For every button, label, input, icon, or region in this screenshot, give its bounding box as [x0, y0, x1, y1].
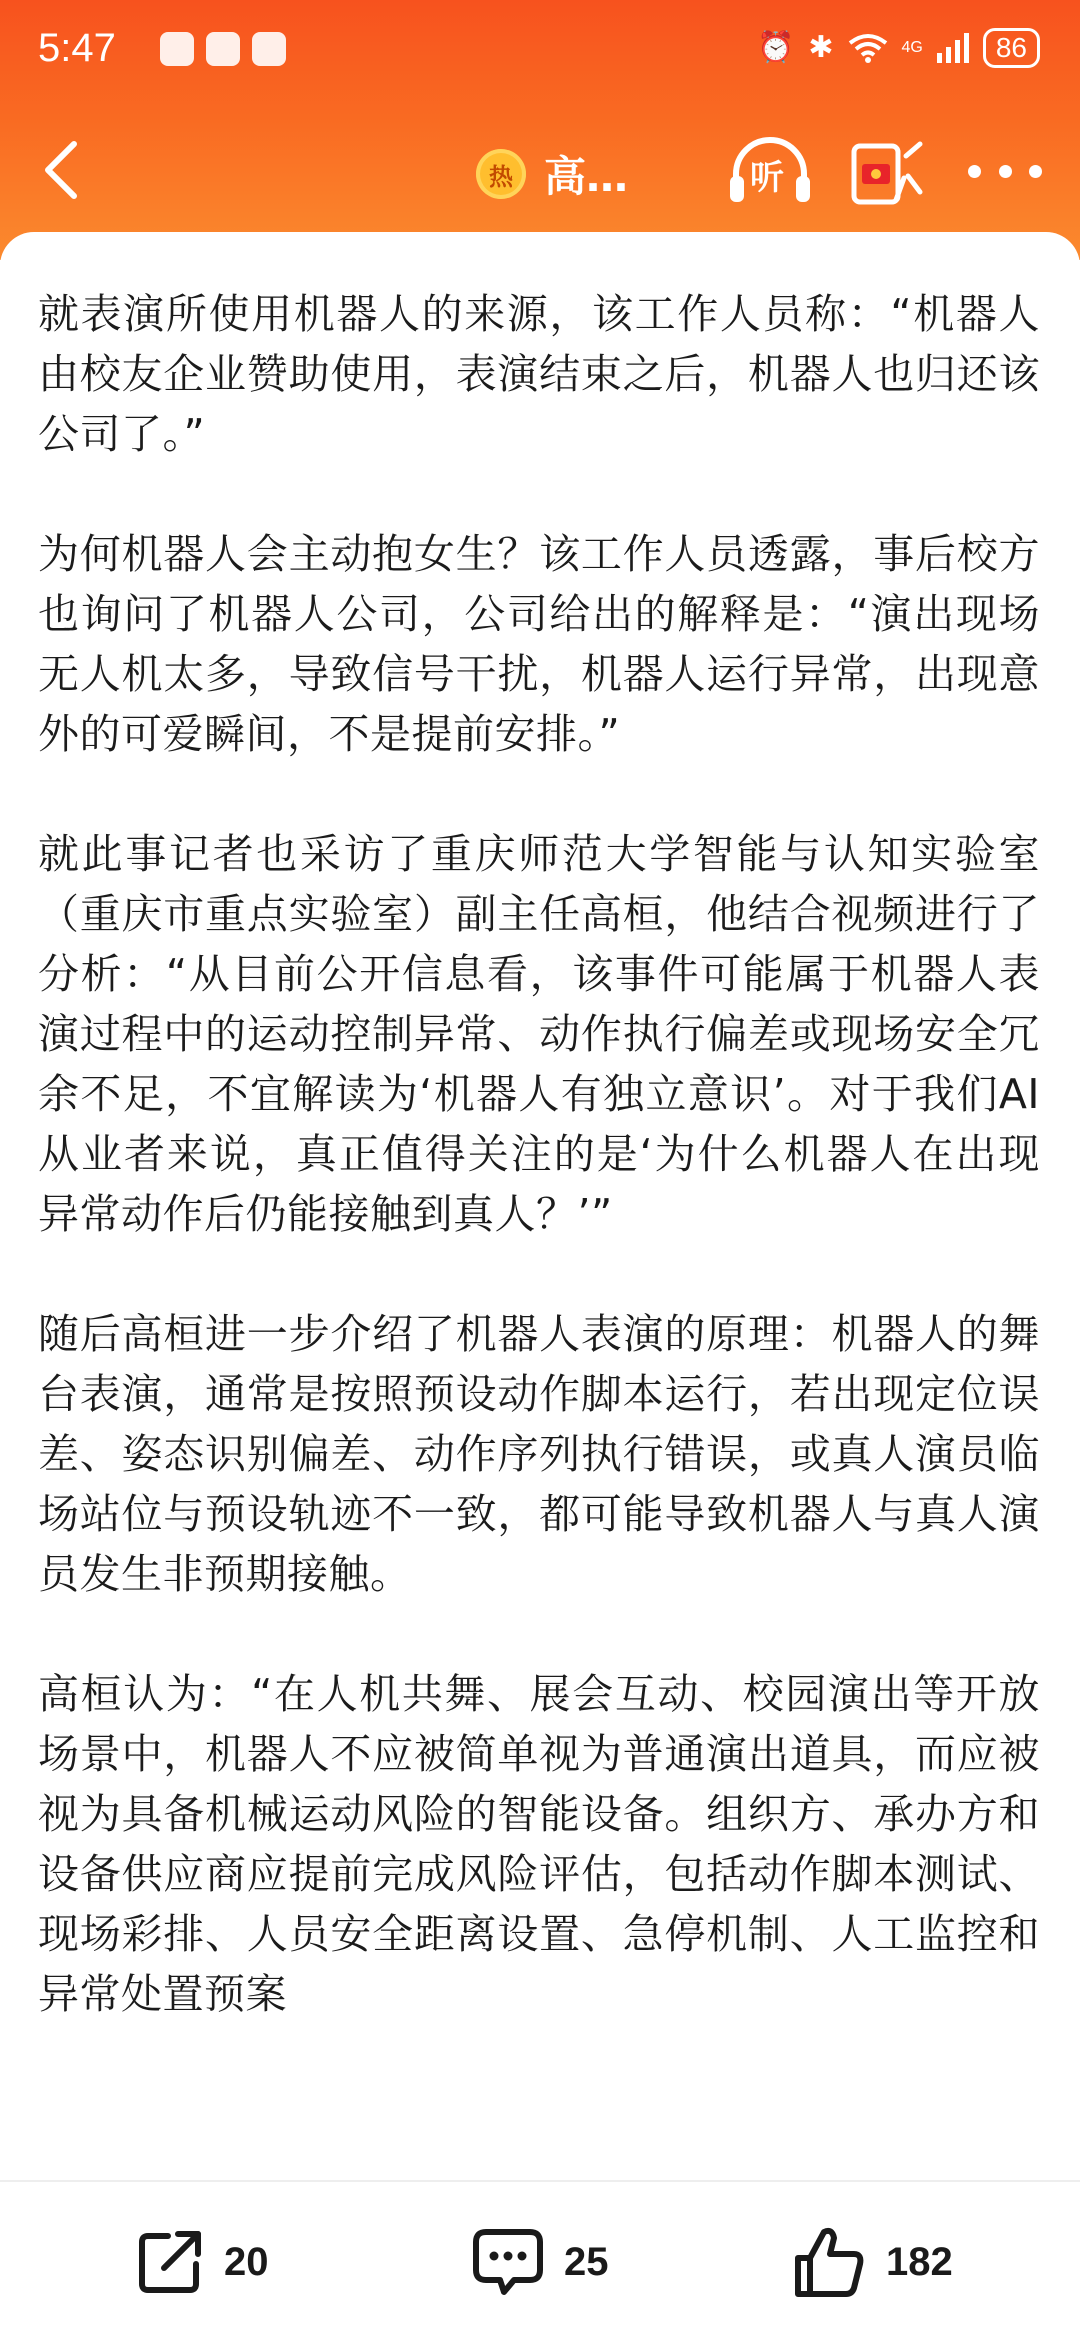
nav-title-group[interactable]	[476, 144, 628, 204]
hot-badge-icon: 热	[476, 149, 526, 199]
red-packet-button[interactable]	[848, 138, 924, 208]
article-paragraph: 高桓认为：“在人机共舞、展会互动、校园演出等开放场景中，机器人不应被简单视为普通演出道具，而应被视为具备机械运动风险的智能设备。组织方、承办方和设备供应商应提前完成风险评估，包括动作脚本测试、现场彩排、人员安全距离设置、急停机制、人工监控和异常处置预案	[38, 1670, 1040, 2018]
listen-button[interactable]	[728, 136, 812, 206]
red-packet-icon	[848, 138, 924, 208]
listen-label: 听	[750, 158, 784, 198]
article-body	[0, 232, 1080, 2024]
nav-bar	[0, 110, 1080, 230]
more-dot-icon	[1029, 165, 1042, 178]
weibo-notification-icon	[160, 32, 194, 66]
signal-icon	[937, 33, 969, 63]
wifi-icon	[848, 33, 888, 63]
status-time: 5:47	[38, 26, 116, 70]
browser-notification-icon	[252, 32, 286, 66]
network-type-label: 4G	[901, 39, 923, 56]
battery-indicator: 86	[983, 28, 1040, 68]
comment-count: 25	[564, 2239, 609, 2284]
comment-button[interactable]	[470, 2222, 609, 2302]
back-button[interactable]	[36, 138, 96, 202]
status-notification-icons	[160, 32, 286, 66]
article-sheet[interactable]	[0, 232, 1080, 2180]
status-indicators	[757, 28, 1040, 68]
comment-icon	[470, 2224, 546, 2300]
share-count: 20	[224, 2239, 269, 2284]
like-count: 182	[886, 2239, 953, 2284]
page-title: 高…	[544, 152, 629, 201]
article-paragraph: 就表演所使用机器人的来源，该工作人员称：“机器人由校友企业赞助使用，表演结束之后，机器人也归还该公司了。”	[38, 290, 1040, 458]
article-paragraph: 为何机器人会主动抱女生？该工作人员透露，事后校方也询问了机器人公司，公司给出的解释是：“演出现场无人机太多，导致信号干扰，机器人运行异常，出现意外的可爱瞬间，不是提前安排。”	[38, 530, 1040, 758]
article-paragraph: 就此事记者也采访了重庆师范大学智能与认知实验室（重庆市重点实验室）副主任高桓，他结合视频进行了分析：“从目前公开信息看，该事件可能属于机器人表演过程中的运动控制异常、动作执行偏差或现场安全冗余不足，不宜解读为‘机器人有独立意识’。对于我们AI从业者来说，真正值得关注的是‘为什么机器人在出现异常动作后仍能接触到真人？’”	[38, 830, 1040, 1238]
alarm-icon: ⏰	[757, 31, 795, 64]
more-dot-icon	[999, 165, 1012, 178]
more-dot-icon	[968, 165, 981, 178]
more-options-button[interactable]	[968, 154, 1042, 188]
chevron-left-icon	[36, 138, 96, 202]
thumbs-up-icon	[792, 2224, 868, 2300]
shield-notification-icon	[206, 32, 240, 66]
bluetooth-icon: ✱	[808, 31, 834, 64]
like-button[interactable]	[792, 2222, 953, 2302]
share-icon	[134, 2226, 206, 2298]
status-bar	[0, 0, 1080, 100]
bottom-action-bar	[0, 2180, 1080, 2340]
article-paragraph: 随后高桓进一步介绍了机器人表演的原理：机器人的舞台表演，通常是按照预设动作脚本运行，若出现定位误差、姿态识别偏差、动作序列执行错误，或真人演员临场站位与预设轨迹不一致，都可能导致机器人与真人演员发生非预期接触。	[38, 1310, 1040, 1598]
share-button[interactable]	[134, 2222, 269, 2302]
